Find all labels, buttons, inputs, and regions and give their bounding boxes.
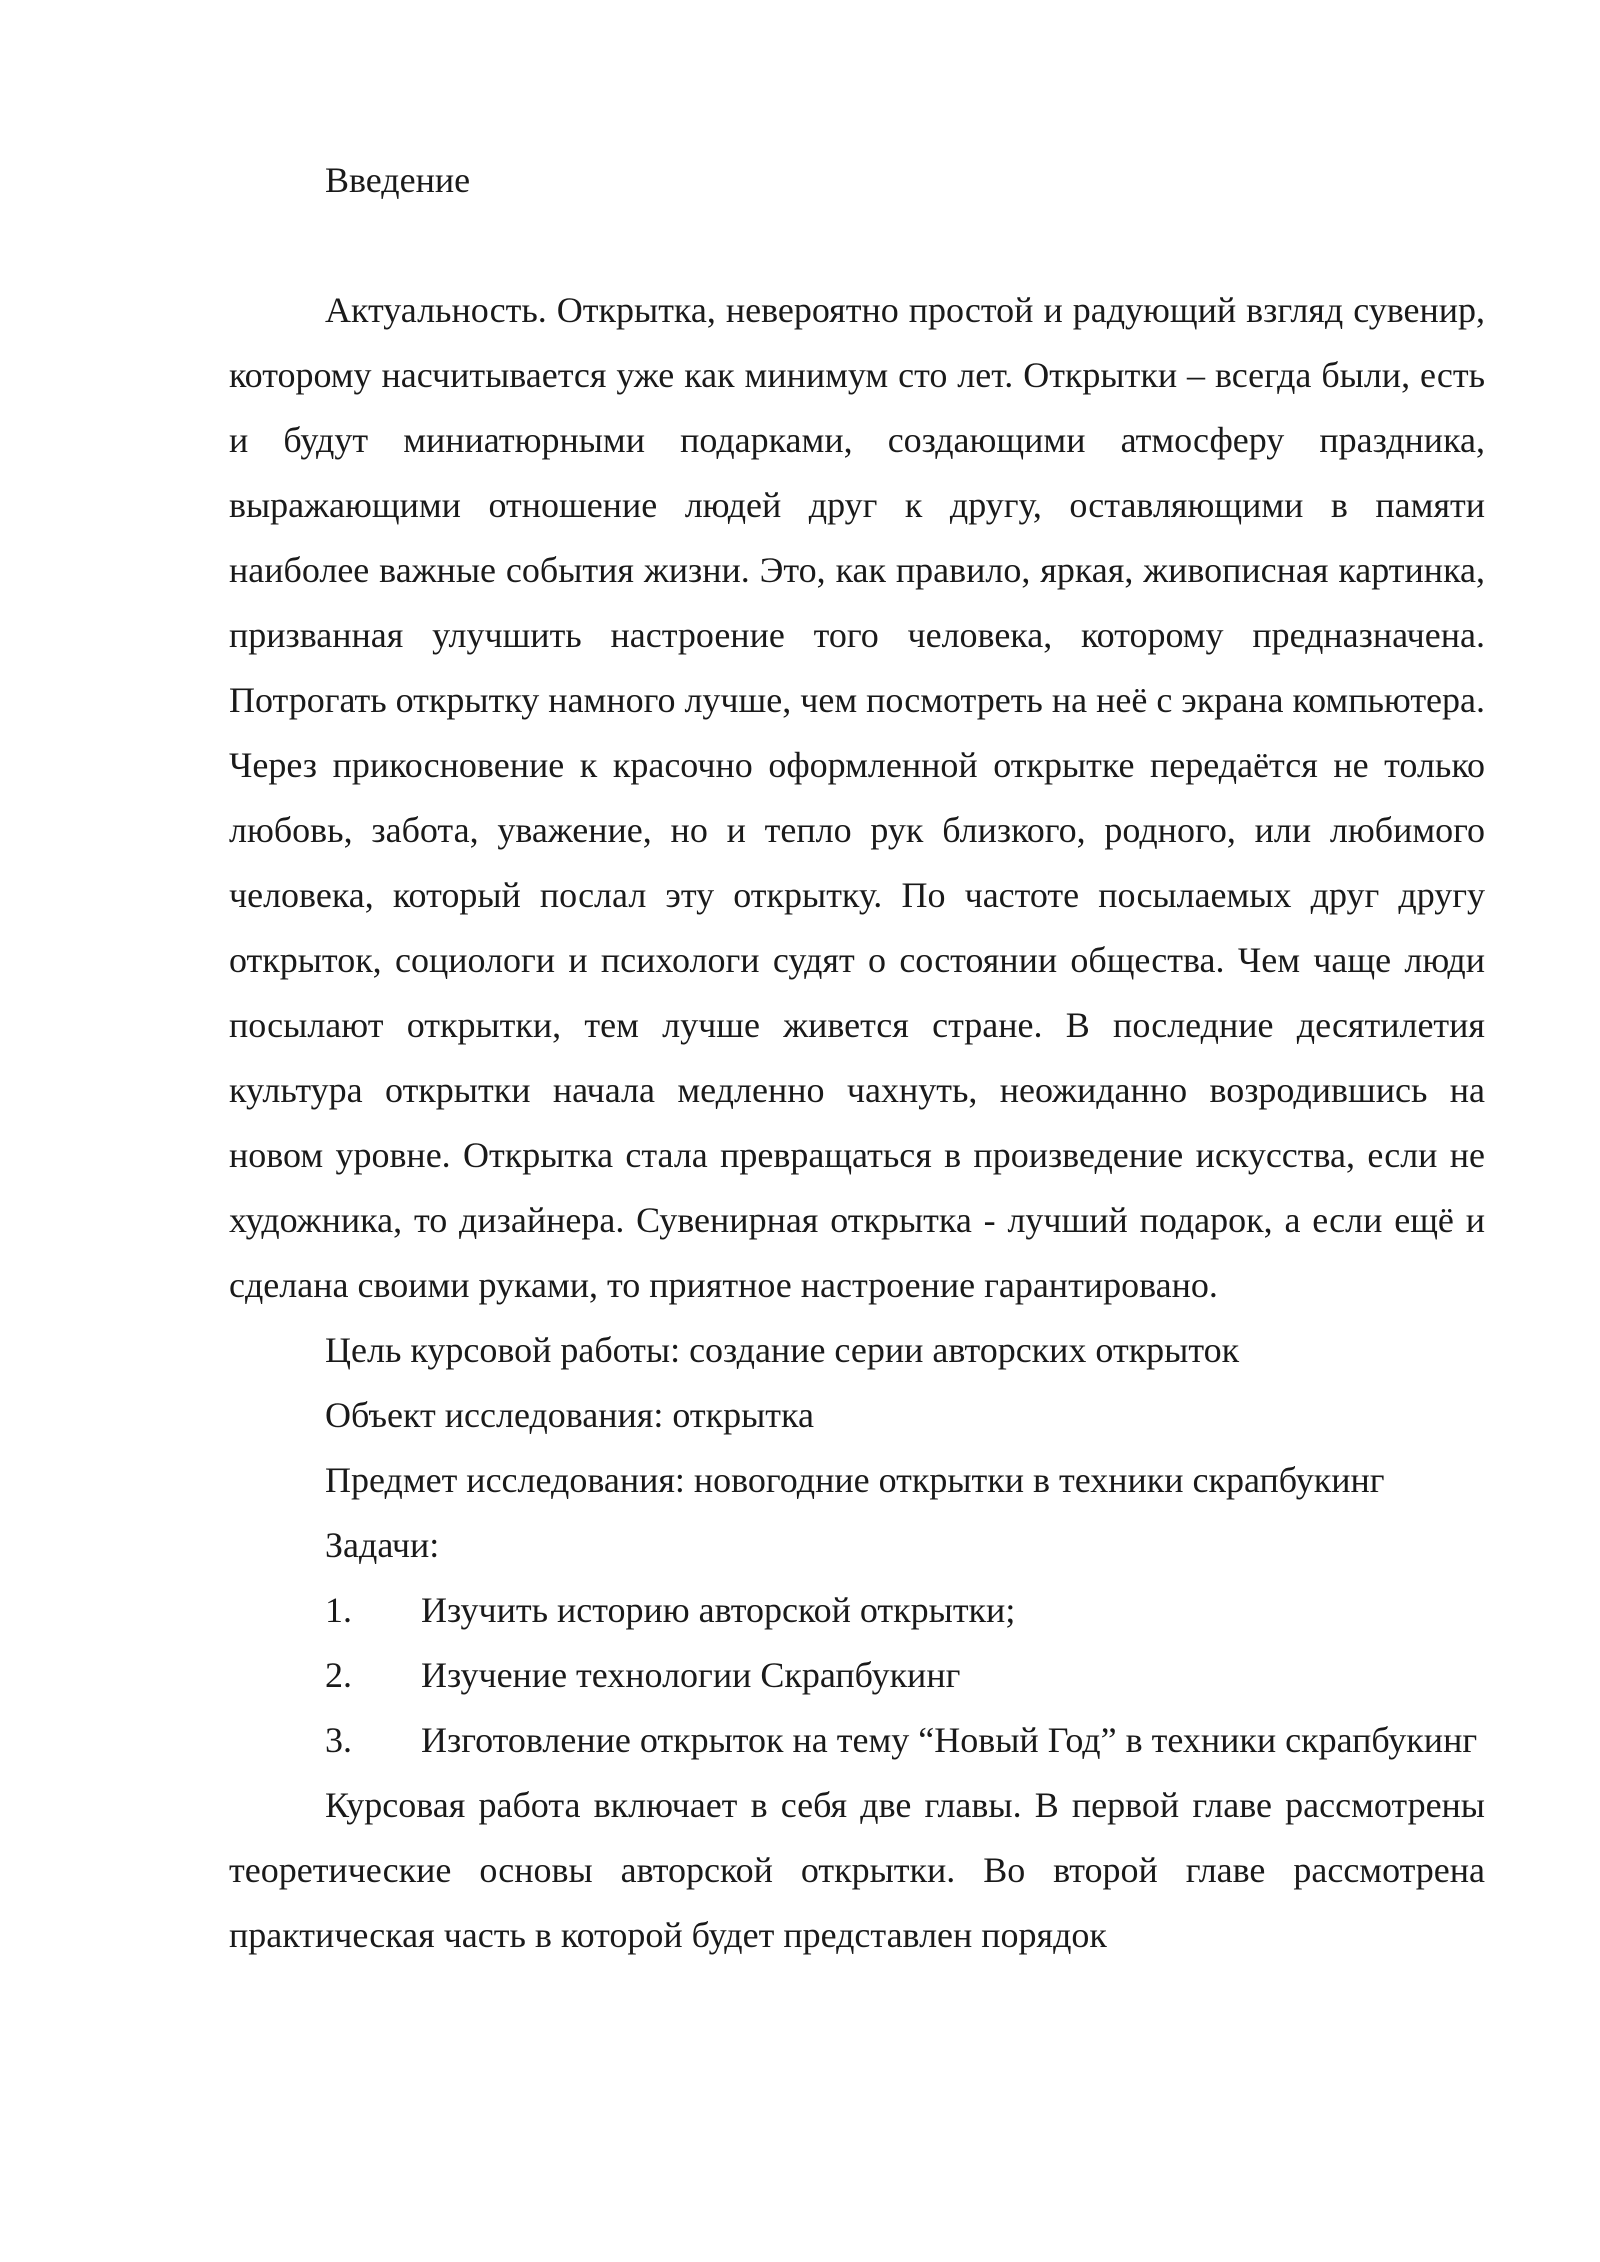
task-text: Изучить историю авторской открытки; [421, 1590, 1016, 1630]
task-item [229, 1578, 1485, 1643]
task-number: 3. [325, 1720, 352, 1760]
blank-line [229, 213, 1485, 278]
task-number: 1. [325, 1590, 352, 1630]
task-text: Изучение технологии Скрапбукинг [421, 1655, 961, 1695]
task-item [229, 1643, 1485, 1708]
subject-line: Предмет исследования: новогодние открытки в техники скрапбукинг [325, 1460, 1385, 1500]
section-heading: Введение [325, 160, 471, 200]
goal-line: Цель курсовой работы: создание серии авторских открыток [325, 1330, 1240, 1370]
task-number: 2. [325, 1655, 352, 1695]
structure-paragraph: Курсовая работа включает в себя две главы. В первой главе рассмотрены теоретические основы авторской открытки. Во второй главе рассмотрена практическая часть в которой будет представлен порядок [229, 1785, 1485, 1955]
task-list [229, 1578, 1485, 1773]
task-item [229, 1708, 1485, 1773]
intro-paragraph: Актуальность. Открытка, невероятно простой и радующий взгляд сувенир, которому насчитывается уже как минимум сто лет. Открытки – всегда были, есть и будут миниатюрными подарками, создающими атмосферу праздника, выражающими отношение людей друг к другу, оставляющими в памяти наиболее важные события жизни. Это, как правило, яркая, живописная картинка, призванная улучшить настроение того человека, которому предназначена. Потрогать открытку намного лучше, чем посмотреть на неё с экрана компьютера. Через прикосновение к красочно оформленной открытке передаётся не только любовь, забота, уважение, но и тепло рук близкого, родного, или любимого человека, который послал эту открытку. По частоте посылаемых друг другу открыток, социологи и психологи судят о состоянии общества. Чем чаще люди посылают открытки, тем лучше живется стране. В последние десятилетия культура открытки начала медленно чахнуть, неожиданно возродившись на новом уровне. Открытка стала превращаться в произведение искусства, если не художника, то дизайнера. Сувенирная открытка - лучший подарок, а если ещё и сделана своими руками, то приятное настроение гарантировано. [229, 290, 1486, 1305]
document-body [229, 148, 1485, 1968]
task-text: Изготовление открыток на тему “Новый Год” в техники скрапбукинг [421, 1720, 1478, 1760]
tasks-label: Задачи: [325, 1525, 440, 1565]
object-line: Объект исследования: открытка [325, 1395, 814, 1435]
